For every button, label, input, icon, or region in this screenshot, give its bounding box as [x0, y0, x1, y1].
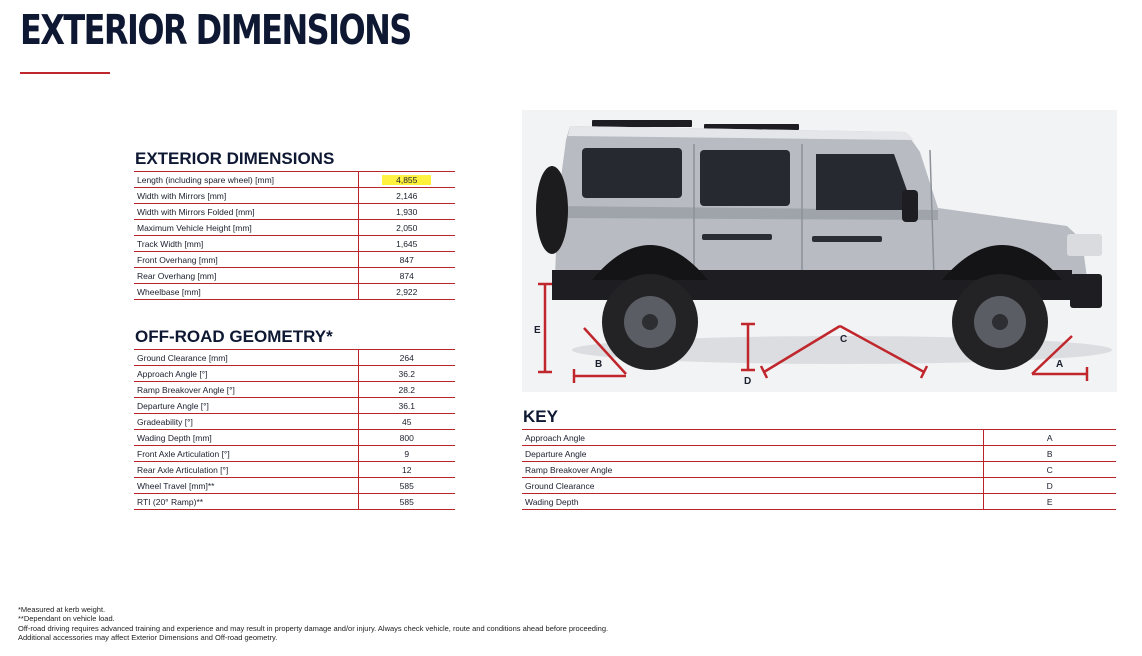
row-value: 800 [358, 430, 455, 446]
table-row [134, 172, 455, 188]
headlamp [1067, 234, 1102, 256]
table-row [522, 446, 1116, 462]
table-row [134, 478, 455, 494]
table-row [134, 366, 455, 382]
row-label: Length (including spare wheel) [mm] [134, 172, 358, 188]
rear-wheel-hub [642, 314, 658, 330]
footnotes [18, 605, 608, 642]
row-label: Wheelbase [mm] [134, 284, 358, 300]
spare-wheel-icon [536, 166, 568, 254]
row-value: D [983, 478, 1116, 494]
row-label: Wading Depth [522, 494, 983, 510]
row-value: 9 [358, 446, 455, 462]
roof-rack-rear [592, 120, 692, 127]
footnote-accessories: Additional accessories may affect Exterior Dimensions and Off-road geometry. [18, 632, 278, 642]
diagram-label-d: D [744, 376, 752, 387]
rear-door-window [700, 150, 790, 206]
table-row [134, 414, 455, 430]
row-value: 874 [358, 268, 455, 284]
table-row [134, 204, 455, 220]
page-title: EXTERIOR DIMENSIONS [20, 6, 411, 54]
row-label: Approach Angle [°] [134, 366, 358, 382]
row-value: 12 [358, 462, 455, 478]
row-value: E [983, 494, 1116, 510]
row-label: Width with Mirrors Folded [mm] [134, 204, 358, 220]
row-value: 36.2 [358, 366, 455, 382]
side-mirror [902, 190, 918, 222]
table-row [134, 350, 455, 366]
offroad-geometry-table [134, 349, 455, 510]
row-label: Ground Clearance [mm] [134, 350, 358, 366]
table-row [134, 430, 455, 446]
table-row [134, 252, 455, 268]
key-heading: KEY [523, 407, 558, 426]
exterior-dimensions-table [134, 171, 455, 300]
table-row [134, 382, 455, 398]
row-value: 1,645 [358, 236, 455, 252]
row-value: C [983, 462, 1116, 478]
diagram-label-c: C [840, 334, 848, 345]
rear-window [582, 148, 682, 198]
table-row [522, 430, 1116, 446]
footnote-vehicle-load: **Dependant on vehicle load. [18, 614, 115, 624]
row-label: Maximum Vehicle Height [mm] [134, 220, 358, 236]
row-value [358, 172, 455, 188]
table-row [134, 268, 455, 284]
row-label: Wheel Travel [mm]** [134, 478, 358, 494]
row-value: 2,146 [358, 188, 455, 204]
row-label: Wading Depth [mm] [134, 430, 358, 446]
row-value: 1,930 [358, 204, 455, 220]
row-label: RTI (20° Ramp)** [134, 494, 358, 510]
table-row [134, 446, 455, 462]
row-label: Front Axle Articulation [°] [134, 446, 358, 462]
row-label: Rear Axle Articulation [°] [134, 462, 358, 478]
row-label: Approach Angle [522, 430, 983, 446]
key-table [522, 429, 1116, 510]
footnote-kerb-weight: *Measured at kerb weight. [18, 605, 106, 614]
row-value: 264 [358, 350, 455, 366]
row-value: 36.1 [358, 398, 455, 414]
diagram-label-b: B [595, 359, 603, 370]
offroad-geometry-heading: OFF-ROAD GEOMETRY* [135, 327, 333, 346]
row-label: Rear Overhang [mm] [134, 268, 358, 284]
table-row [522, 478, 1116, 494]
row-value: 28.2 [358, 382, 455, 398]
row-label: Departure Angle [°] [134, 398, 358, 414]
row-value: 585 [358, 478, 455, 494]
table-row [134, 236, 455, 252]
row-label: Ramp Breakover Angle [522, 462, 983, 478]
row-label: Width with Mirrors [mm] [134, 188, 358, 204]
table-row [134, 398, 455, 414]
diagram-label-e: E [534, 325, 541, 336]
row-label: Ramp Breakover Angle [°] [134, 382, 358, 398]
row-label: Gradeability [°] [134, 414, 358, 430]
front-wheel-hub [992, 314, 1008, 330]
table-row [522, 494, 1116, 510]
row-value: 2,922 [358, 284, 455, 300]
row-value: 585 [358, 494, 455, 510]
exterior-dimensions-heading: EXTERIOR DIMENSIONS [135, 149, 335, 168]
table-row [134, 220, 455, 236]
door-handle-strip [702, 234, 772, 240]
door-handle-strip [812, 236, 882, 242]
vehicle-diagram [522, 110, 1117, 392]
row-value: 847 [358, 252, 455, 268]
table-row [134, 284, 455, 300]
row-value: A [983, 430, 1116, 446]
row-label: Front Overhang [mm] [134, 252, 358, 268]
highlighted-value: 4,855 [382, 175, 431, 185]
table-row [522, 462, 1116, 478]
footnote-offroad-warning: Off-road driving requires advanced training and experience and may result in property damage and/or injury. Always check vehicle, route and conditions ahead before proceeding. [18, 623, 609, 633]
table-row [134, 188, 455, 204]
diagram-label-a: A [1056, 359, 1064, 370]
row-value: 2,050 [358, 220, 455, 236]
row-label: Ground Clearance [522, 478, 983, 494]
table-row [134, 494, 455, 510]
row-label: Track Width [mm] [134, 236, 358, 252]
vehicle-illustration [522, 110, 1117, 392]
title-underline [20, 72, 110, 74]
table-row [134, 462, 455, 478]
row-value: B [983, 446, 1116, 462]
row-label: Departure Angle [522, 446, 983, 462]
front-bumper [1070, 274, 1102, 308]
row-value: 45 [358, 414, 455, 430]
